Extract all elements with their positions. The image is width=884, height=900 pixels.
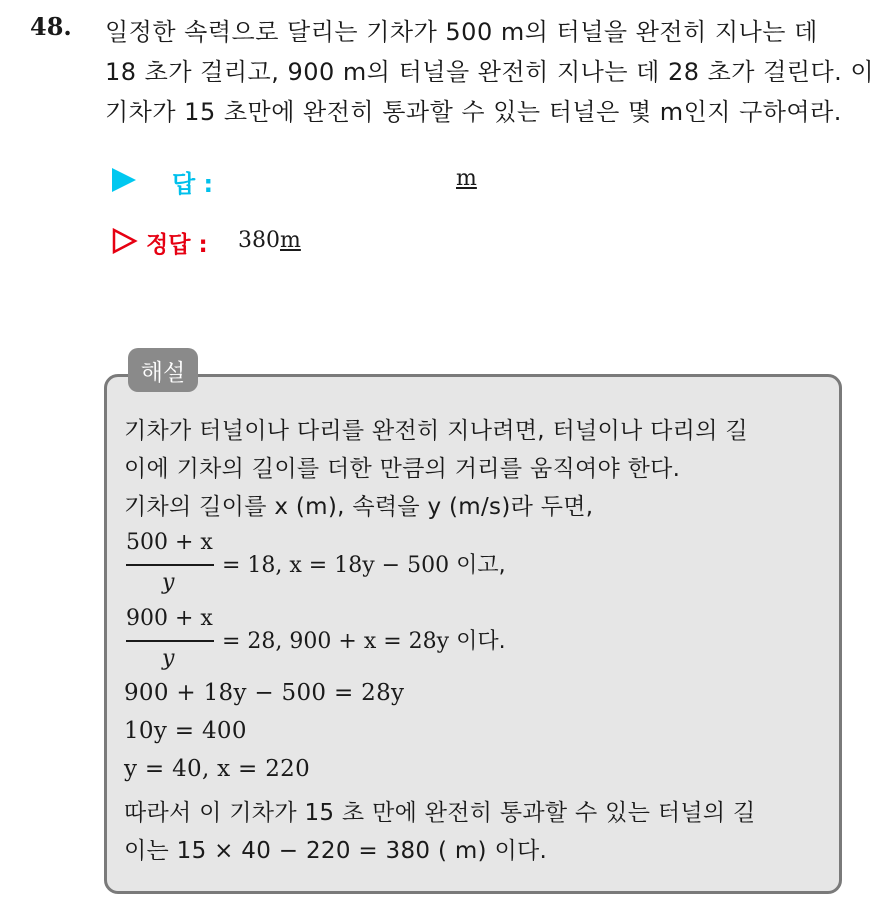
- conclusion-line: 이는 15 × 40 − 220 = 380 ( m) 이다.: [124, 838, 548, 864]
- question-text-line: 기차가 15 초만에 완전히 통과할 수 있는 터널은 몇 m인지 구하여라.: [105, 98, 842, 126]
- fraction-denominator: y: [162, 646, 175, 671]
- fraction-numerator: 500 + x: [126, 530, 213, 555]
- fraction-bar: [126, 640, 214, 642]
- equation-text: = 18, x = 18y − 500: [222, 553, 450, 578]
- key-unit: m: [280, 228, 301, 253]
- answer-label: 답 :: [172, 170, 214, 198]
- fraction-numerator: 900 + x: [126, 606, 213, 631]
- answer-unit: m: [456, 166, 477, 191]
- question-number: 48.: [30, 12, 72, 41]
- conclusion-line: 따라서 이 기차가 15 초 만에 완전히 통과할 수 있는 터널의 길: [124, 800, 756, 826]
- question-text-line: 일정한 속력으로 달리는 기차가 500 m의 터널을 완전히 지나는 데: [105, 18, 818, 46]
- fraction-bar: [126, 564, 214, 566]
- solution-line: 기차가 터널이나 다리를 완전히 지나려면, 터널이나 다리의 길: [124, 418, 748, 444]
- fraction-denominator: y: [162, 570, 175, 595]
- solution-line: 이에 기차의 길이를 더한 만큼의 거리를 움직여야 한다.: [124, 456, 681, 482]
- equation-tail: 이고,: [449, 553, 506, 578]
- equation-line: 900 + 18y − 500 = 28y: [124, 680, 405, 706]
- equation-line: y = 40, x = 220: [124, 756, 311, 782]
- answer-arrow-icon: [112, 168, 136, 192]
- solution-tag: 해설: [128, 348, 198, 392]
- key-value: 380: [238, 228, 280, 253]
- fraction-rest: [222, 624, 506, 655]
- equation-text: = 28, 900 + x = 28y: [222, 629, 450, 654]
- equation-tail: 이다.: [449, 629, 506, 654]
- key-label: 정답 :: [146, 232, 208, 258]
- key-arrow-icon: [112, 228, 138, 254]
- key-answer: [238, 228, 301, 253]
- question-text-line: 18 초가 걸리고, 900 m의 터널을 완전히 지나는 데 28 초가 걸린다. 이: [105, 58, 875, 86]
- fraction-rest: [222, 548, 506, 579]
- solution-line: 기차의 길이를 x (m), 속력을 y (m/s)라 두면,: [124, 494, 594, 520]
- equation-line: 10y = 400: [124, 718, 247, 744]
